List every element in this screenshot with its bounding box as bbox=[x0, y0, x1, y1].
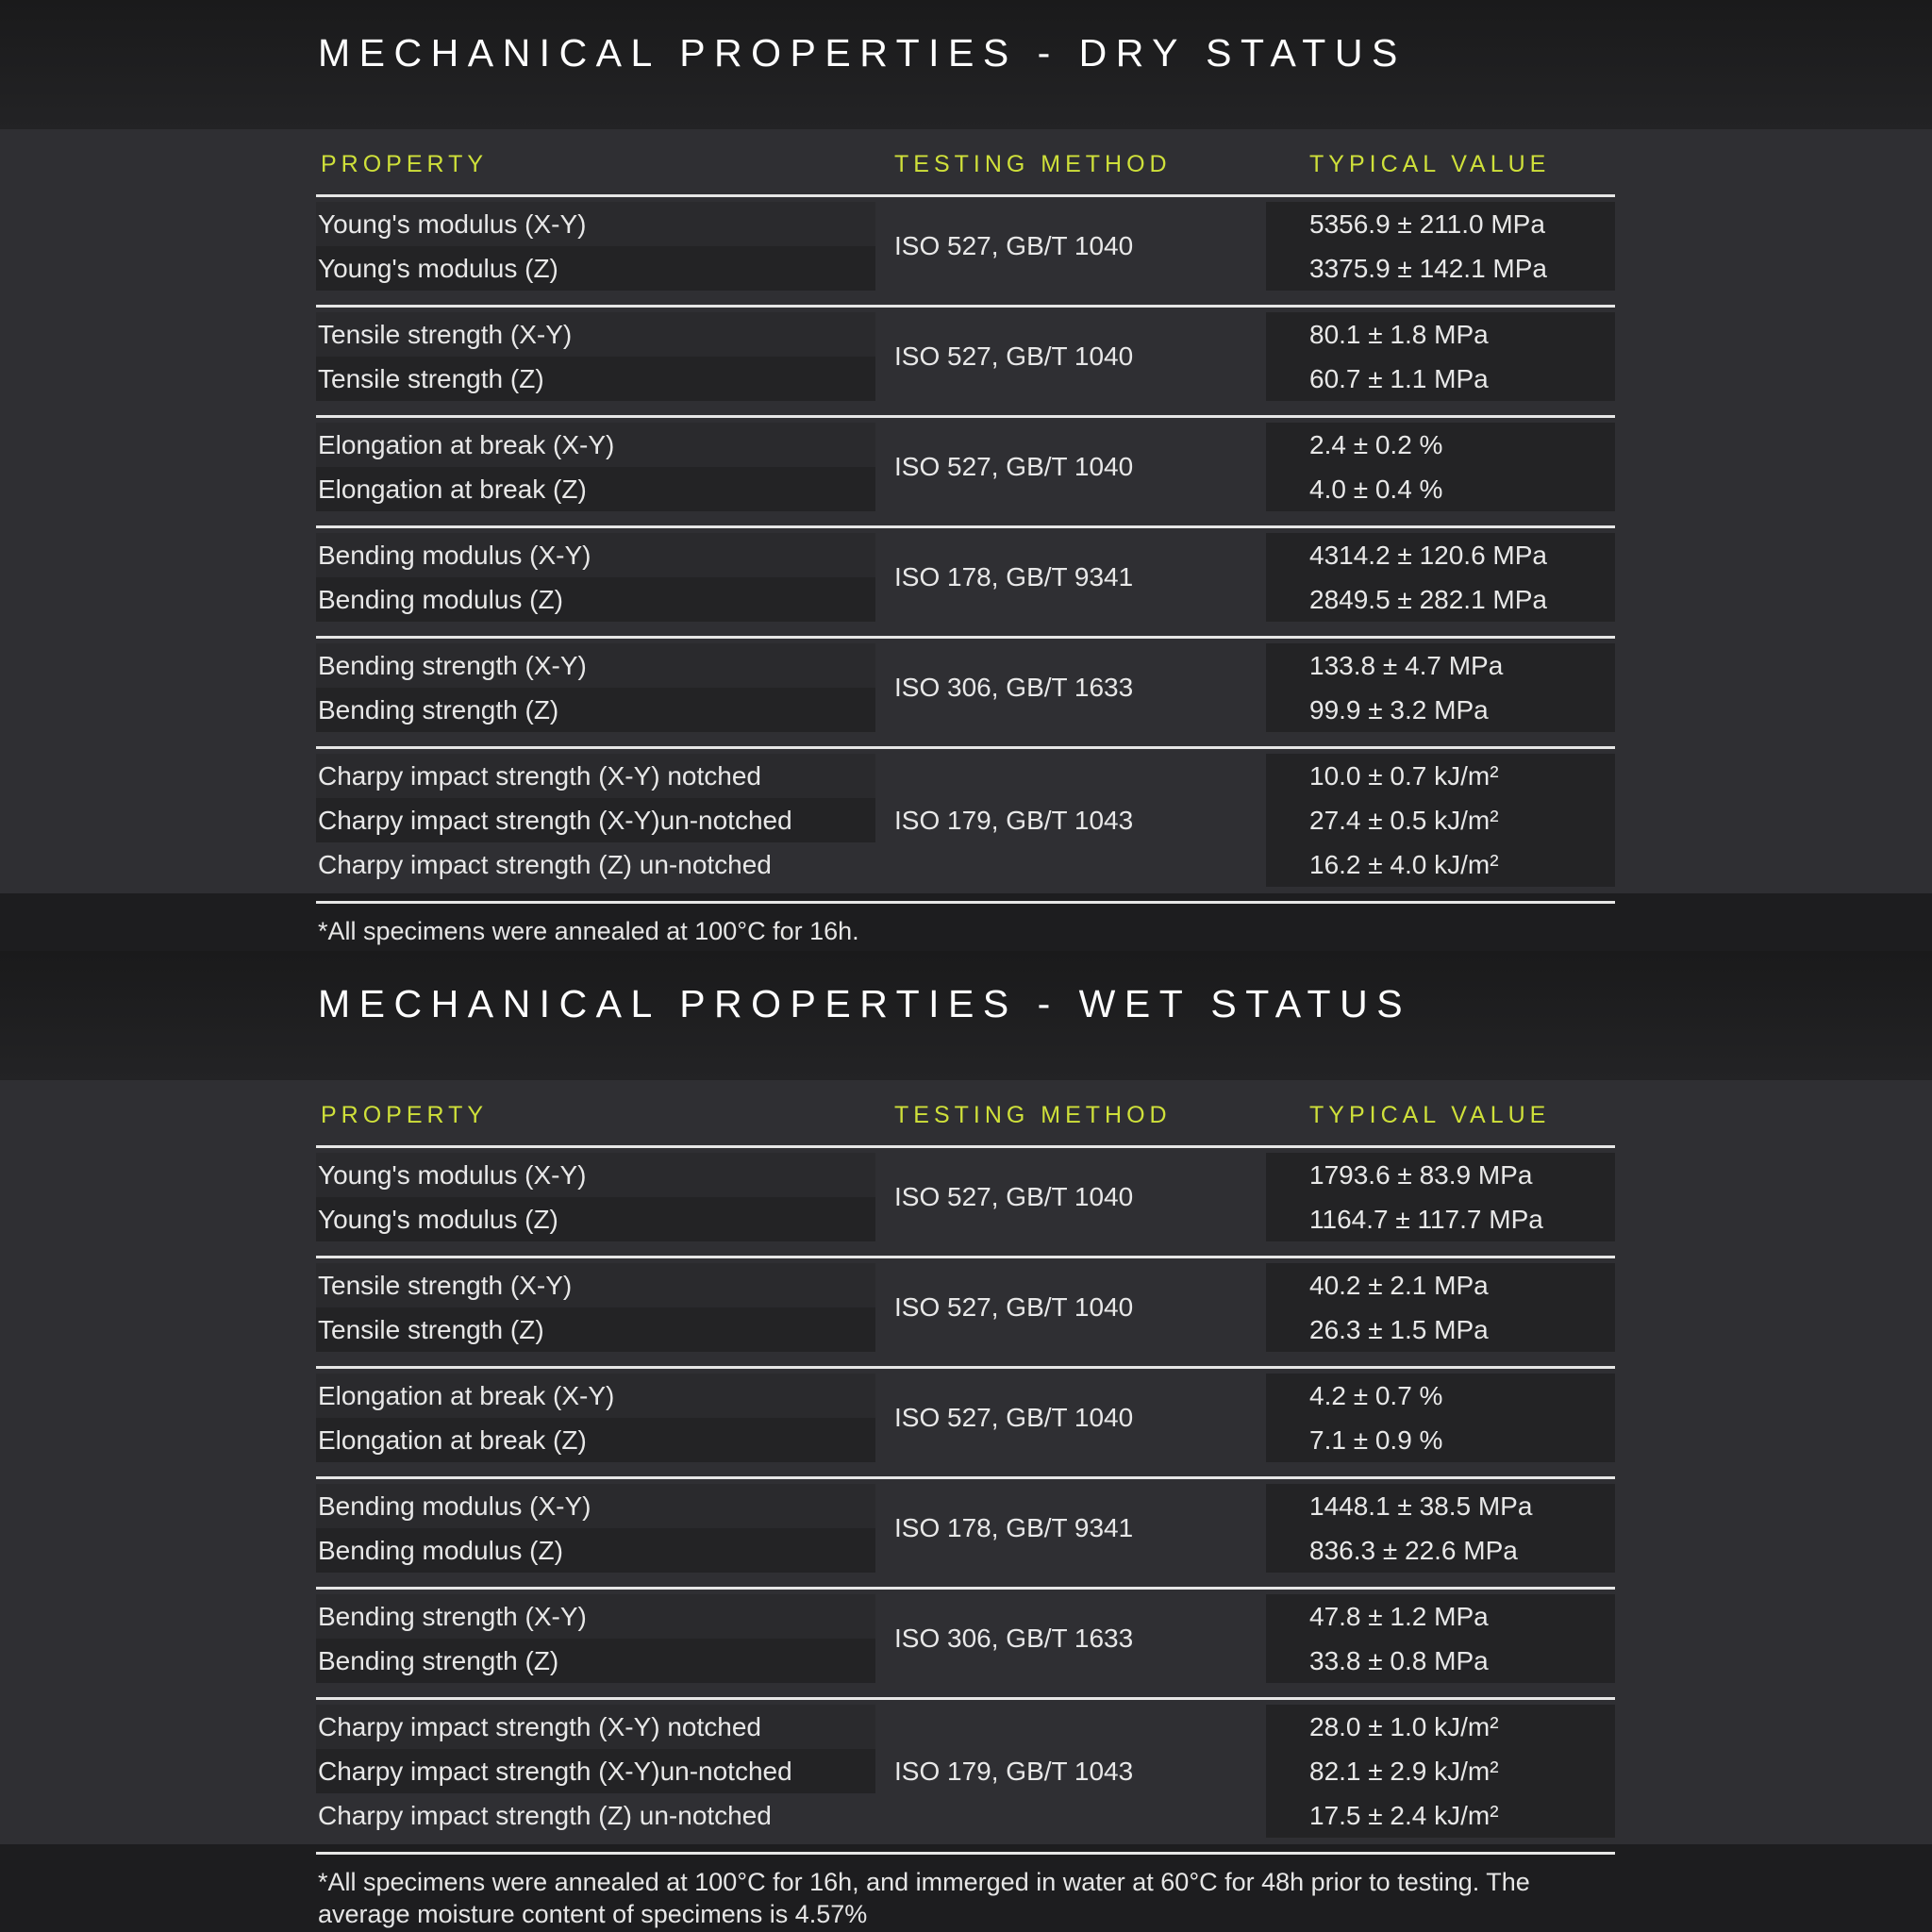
group-rule bbox=[316, 1697, 1615, 1700]
property-cell: Elongation at break (Z) bbox=[318, 475, 587, 504]
group-rule bbox=[316, 1587, 1615, 1590]
group-rule bbox=[316, 415, 1615, 418]
group-rule bbox=[316, 1256, 1615, 1258]
property-cell: Young's modulus (Z) bbox=[318, 254, 558, 283]
value-cell: 4314.2 ± 120.6 MPa bbox=[1309, 541, 1547, 570]
value-cell: 5356.9 ± 211.0 MPa bbox=[1309, 209, 1545, 239]
property-cell: Bending modulus (Z) bbox=[318, 585, 563, 614]
property-cell: Bending modulus (X-Y) bbox=[318, 1491, 591, 1521]
wet-section bbox=[0, 951, 1932, 1928]
method-cell: ISO 527, GB/T 1040 bbox=[894, 341, 1134, 371]
header-rule bbox=[316, 1145, 1615, 1148]
value-cell: 47.8 ± 1.2 MPa bbox=[1309, 1602, 1489, 1631]
method-cell: ISO 178, GB/T 9341 bbox=[894, 1513, 1134, 1542]
value-cell: 60.7 ± 1.1 MPa bbox=[1309, 364, 1489, 393]
group-rule bbox=[316, 636, 1615, 639]
value-cell: 1793.6 ± 83.9 MPa bbox=[1309, 1160, 1533, 1190]
column-header-method: TESTING METHOD bbox=[894, 1102, 1172, 1128]
value-cell: 99.9 ± 3.2 MPa bbox=[1309, 695, 1489, 724]
column-header-method: TESTING METHOD bbox=[894, 151, 1172, 177]
value-cell: 3375.9 ± 142.1 MPa bbox=[1309, 254, 1547, 283]
property-cell: Bending strength (X-Y) bbox=[318, 651, 587, 680]
method-cell: ISO 179, GB/T 1043 bbox=[894, 1756, 1134, 1786]
value-cell: 16.2 ± 4.0 kJ/m² bbox=[1309, 850, 1499, 879]
method-cell: ISO 527, GB/T 1040 bbox=[894, 1403, 1134, 1432]
method-cell: ISO 527, GB/T 1040 bbox=[894, 1182, 1134, 1211]
group-rule bbox=[316, 1366, 1615, 1369]
value-cell: 28.0 ± 1.0 kJ/m² bbox=[1309, 1712, 1499, 1741]
group-rule bbox=[316, 1852, 1615, 1855]
property-cell: Young's modulus (Z) bbox=[318, 1205, 558, 1234]
property-cell: Tensile strength (Z) bbox=[318, 1315, 544, 1344]
group-rule bbox=[316, 305, 1615, 308]
property-cell: Bending strength (Z) bbox=[318, 695, 559, 724]
value-cell: 40.2 ± 2.1 MPa bbox=[1309, 1271, 1489, 1300]
property-cell: Charpy impact strength (X-Y) notched bbox=[318, 1712, 761, 1741]
header-rule bbox=[316, 194, 1615, 197]
property-cell: Charpy impact strength (X-Y)un-notched bbox=[318, 1757, 792, 1786]
property-cell: Young's modulus (X-Y) bbox=[318, 209, 587, 239]
group-rule bbox=[316, 1476, 1615, 1479]
column-header-property: PROPERTY bbox=[321, 151, 489, 177]
method-cell: ISO 527, GB/T 1040 bbox=[894, 452, 1134, 481]
value-cell: 2849.5 ± 282.1 MPa bbox=[1309, 585, 1547, 614]
method-cell: ISO 306, GB/T 1633 bbox=[894, 673, 1134, 702]
group-rule bbox=[316, 525, 1615, 528]
value-cell: 33.8 ± 0.8 MPa bbox=[1309, 1646, 1489, 1675]
property-cell: Charpy impact strength (X-Y)un-notched bbox=[318, 806, 792, 835]
value-cell: 4.2 ± 0.7 % bbox=[1309, 1381, 1443, 1410]
property-cell: Charpy impact strength (Z) un-notched bbox=[318, 850, 772, 879]
group-rule bbox=[316, 901, 1615, 904]
footnote: *All specimens were annealed at 100°C for 16h, and immerged in water at 60°C for 48h prior to testing. The average moisture content of specimens is 4.57% bbox=[318, 1868, 1530, 1928]
property-cell: Elongation at break (Z) bbox=[318, 1425, 587, 1455]
property-cell: Bending strength (Z) bbox=[318, 1646, 559, 1675]
value-cell: 2.4 ± 0.2 % bbox=[1309, 430, 1443, 459]
value-cell: 27.4 ± 0.5 kJ/m² bbox=[1309, 806, 1499, 835]
property-cell: Tensile strength (Z) bbox=[318, 364, 544, 393]
value-cell: 133.8 ± 4.7 MPa bbox=[1309, 651, 1504, 680]
method-cell: ISO 178, GB/T 9341 bbox=[894, 562, 1134, 591]
value-cell: 10.0 ± 0.7 kJ/m² bbox=[1309, 761, 1499, 791]
value-cell: 1448.1 ± 38.5 MPa bbox=[1309, 1491, 1533, 1521]
column-header-value: TYPICAL VALUE bbox=[1309, 151, 1551, 177]
column-header-property: PROPERTY bbox=[321, 1102, 489, 1128]
value-cell: 80.1 ± 1.8 MPa bbox=[1309, 320, 1489, 349]
property-cell: Tensile strength (X-Y) bbox=[318, 320, 573, 349]
method-cell: ISO 306, GB/T 1633 bbox=[894, 1624, 1134, 1653]
section-title: MECHANICAL PROPERTIES - WET STATUS bbox=[318, 982, 1412, 1025]
property-cell: Bending modulus (Z) bbox=[318, 1536, 563, 1565]
value-cell: 17.5 ± 2.4 kJ/m² bbox=[1309, 1801, 1499, 1830]
value-cell: 1164.7 ± 117.7 MPa bbox=[1309, 1205, 1543, 1234]
property-cell: Tensile strength (X-Y) bbox=[318, 1271, 573, 1300]
column-header-value: TYPICAL VALUE bbox=[1309, 1102, 1551, 1128]
property-cell: Elongation at break (X-Y) bbox=[318, 1381, 615, 1410]
dry-section bbox=[0, 0, 1932, 951]
property-cell: Charpy impact strength (X-Y) notched bbox=[318, 761, 761, 791]
group-rule bbox=[316, 746, 1615, 749]
method-cell: ISO 527, GB/T 1040 bbox=[894, 231, 1134, 260]
property-cell: Bending strength (X-Y) bbox=[318, 1602, 587, 1631]
value-cell: 26.3 ± 1.5 MPa bbox=[1309, 1315, 1489, 1344]
property-cell: Young's modulus (X-Y) bbox=[318, 1160, 587, 1190]
value-cell: 836.3 ± 22.6 MPa bbox=[1309, 1536, 1518, 1565]
method-cell: ISO 527, GB/T 1040 bbox=[894, 1292, 1134, 1322]
property-cell: Charpy impact strength (Z) un-notched bbox=[318, 1801, 772, 1830]
value-cell: 4.0 ± 0.4 % bbox=[1309, 475, 1443, 504]
value-cell: 82.1 ± 2.9 kJ/m² bbox=[1309, 1757, 1499, 1786]
section-title: MECHANICAL PROPERTIES - DRY STATUS bbox=[318, 31, 1407, 75]
method-cell: ISO 179, GB/T 1043 bbox=[894, 805, 1134, 835]
footnote: *All specimens were annealed at 100°C for 16h. bbox=[318, 917, 859, 945]
value-cell: 7.1 ± 0.9 % bbox=[1309, 1425, 1443, 1455]
property-cell: Elongation at break (X-Y) bbox=[318, 430, 615, 459]
property-cell: Bending modulus (X-Y) bbox=[318, 541, 591, 570]
